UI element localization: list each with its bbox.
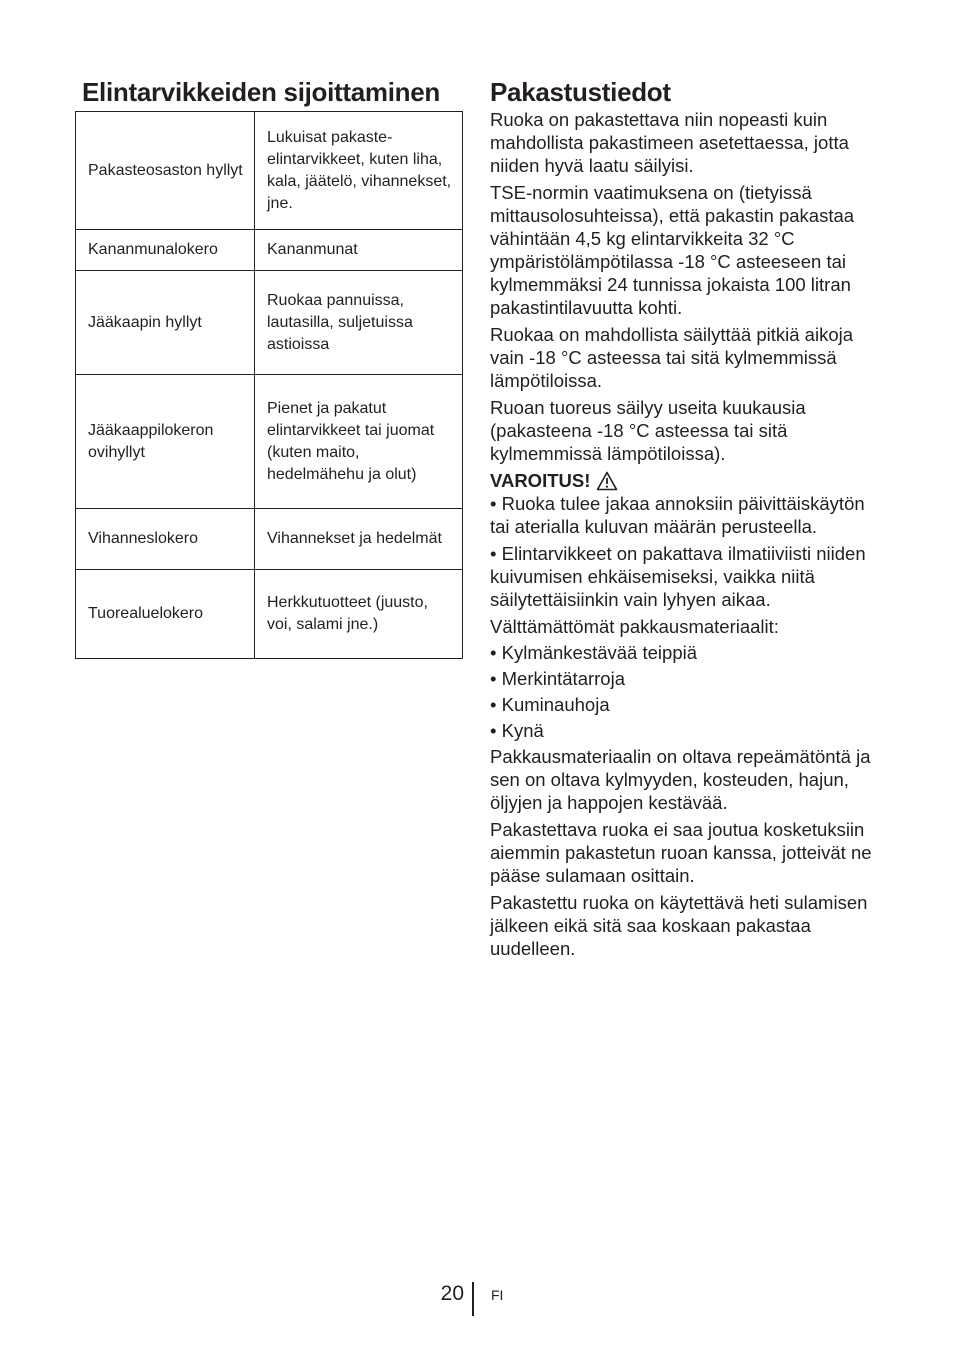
warning-bullet: • Ruoka tulee jakaa annoksiin päivittäiskäytön tai aterialla kuluvan määrän perusteella.	[490, 493, 865, 537]
list-item: • Kylmänkestävää teippiä	[490, 642, 698, 663]
paragraph: Ruoka on pakastettava niin nopeasti kuin mahdollista pakastimeen asetettaessa, jotta niiden hyvä laatu säilyisi.	[490, 109, 849, 176]
table-cell-contents: Herkkutuotteet (juusto, voi, salami jne.)	[255, 570, 463, 659]
paragraph: Pakastettu ruoka on käytettävä heti sulamisen jälkeen eikä sitä saa koskaan pakastaa uudelleen.	[490, 892, 868, 959]
table-cell-contents: Ruokaa pannuissa, lautasilla, suljetuissa astioissa	[255, 271, 463, 375]
list-item: • Merkintätarroja	[490, 668, 625, 689]
paragraph: Pakkausmateriaalin on oltava repeämätöntä ja sen on oltava kylmyyden, kosteuden, hajun, öljyjen ja happojen kestävää.	[490, 746, 871, 813]
language-code: FI	[491, 1287, 504, 1303]
table-cell-contents: Kananmunat	[255, 230, 463, 271]
warning-heading	[490, 469, 880, 492]
table-row	[76, 570, 463, 659]
freezing-info-section	[490, 76, 880, 964]
paragraph: TSE-normin vaatimuksena on (tietyissä mittausolosuhteissa), että pakastin pakastaa vähintään 4,5 kg elintarvikkeita 32 °C ympäristölämpötilassa -18 °C asteeseen tai kylmemmäksi 24 tunnissa jokaista 100 litran pakastintilavuutta kohti.	[490, 182, 855, 318]
table-row	[76, 509, 463, 570]
table-cell-location: Pakasteosaston hyllyt	[76, 112, 255, 230]
warning-label: VAROITUS!	[490, 470, 591, 491]
table-row	[76, 271, 463, 375]
table-cell-location: Kananmunalokero	[76, 230, 255, 271]
freezing-info-heading: Pakastustiedot	[490, 77, 671, 107]
warning-bullet: • Elintarvikkeet on pakattava ilmatiiviisti niiden kuivumisen ehkäisemiseksi, vaikka niitä säilytettäisiinkin vain lyhyen aikaa.	[490, 543, 866, 610]
food-placement-table	[75, 111, 463, 659]
paragraph: Ruokaa on mahdollista säilyttää pitkiä aikoja vain -18 °C asteessa tai sitä kylmemmissä lämpötiloissa.	[490, 324, 854, 391]
table-row	[76, 230, 463, 271]
table-cell-location: Vihanneslokero	[76, 509, 255, 570]
table-cell-contents: Lukuisat pakaste-elintarvikkeet, kuten liha, kala, jäätelö, vihannekset, jne.	[255, 112, 463, 230]
footer-divider	[472, 1282, 474, 1316]
table-row	[76, 375, 463, 509]
food-placement-section	[75, 76, 465, 659]
warning-triangle-icon	[596, 471, 618, 491]
table-cell-location: Jääkaapin hyllyt	[76, 271, 255, 375]
table-cell-location: Jääkaappilokeron ovihyllyt	[76, 375, 255, 509]
page-number: 20	[440, 1282, 464, 1305]
table-row	[76, 112, 463, 230]
list-item: • Kuminauhoja	[490, 694, 610, 715]
food-placement-heading: Elintarvikkeiden sijoittaminen	[82, 77, 440, 107]
paragraph: Pakastettava ruoka ei saa joutua kosketuksiin aiemmin pakastetun ruoan kanssa, jotteivät ne pääse sulamaan osittain.	[490, 819, 872, 886]
paragraph: Ruoan tuoreus säilyy useita kuukausia (pakasteena -18 °C asteessa tai sitä kylmemmissä lämpötiloissa).	[490, 397, 806, 464]
materials-intro: Välttämättömät pakkausmateriaalit:	[490, 616, 779, 637]
table-cell-location: Tuorealuelokero	[76, 570, 255, 659]
table-cell-contents: Pienet ja pakatut elintarvikkeet tai juomat (kuten maito, hedelmähehu ja olut)	[255, 375, 463, 509]
list-item: • Kynä	[490, 720, 544, 741]
table-cell-contents: Vihannekset ja hedelmät	[255, 509, 463, 570]
